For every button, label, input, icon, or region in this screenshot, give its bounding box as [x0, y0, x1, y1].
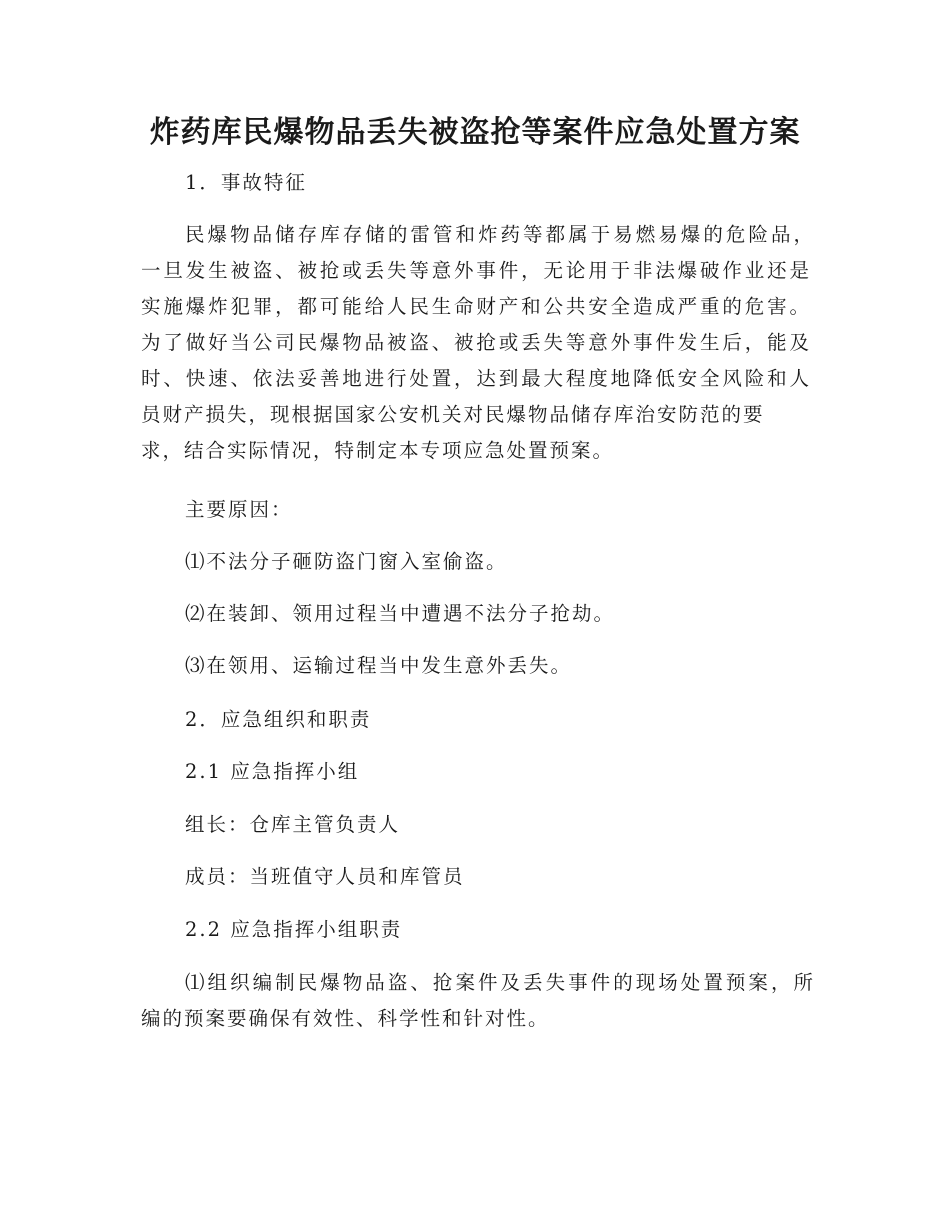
section-1-heading: 1．事故特征 [185, 171, 307, 194]
para1-line-1: 民爆物品储存库存储的雷管和炸药等都属于易燃易爆的危险品， [185, 223, 815, 246]
para1-line-2: 一旦发生被盗、被抢或丢失等意外事件，无论用于非法爆破作业还是 [141, 259, 811, 282]
para1-line-4: 为了做好当公司民爆物品被盗、被抢或丢失等意外事件发生后，能及 [141, 331, 811, 354]
leader-line: 组长：仓库主管负责人 [185, 813, 401, 836]
section-2-heading: 2．应急组织和职责 [185, 708, 372, 731]
cause-2: ⑵在装卸、领用过程当中遭遇不法分子抢劫。 [185, 602, 616, 625]
cause-3: ⑶在领用、运输过程当中发生意外丢失。 [185, 654, 573, 677]
section-2-1-heading: 2.1 应急指挥小组 [185, 760, 360, 783]
section-2-2-heading: 2.2 应急指挥小组职责 [185, 918, 403, 941]
members-line: 成员：当班值守人员和库管员 [185, 865, 465, 888]
para1-line-3: 实施爆炸犯罪，都可能给人民生命财产和公共安全造成严重的危害。 [141, 295, 811, 318]
para1-line-7: 求，结合实际情况，特制定本专项应急处置预案。 [141, 439, 615, 462]
para1-line-5: 时、快速、依法妥善地进行处置，达到最大程度地降低安全风险和人 [141, 367, 811, 390]
cause-1: ⑴不法分子砸防盗门窗入室偷盗。 [185, 550, 508, 573]
document-title: 炸药库民爆物品丢失被盗抢等案件应急处置方案 [149, 115, 801, 150]
causes-heading: 主要原因： [185, 498, 293, 521]
duty1-line-1: ⑴组织编制民爆物品盗、抢案件及丢失事件的现场处置预案，所 [185, 971, 815, 994]
para1-line-6: 员财产损失，现根据国家公安机关对民爆物品储存库治安防范的要 [141, 403, 765, 426]
duty1-line-2: 编的预案要确保有效性、科学性和针对性。 [141, 1007, 550, 1030]
